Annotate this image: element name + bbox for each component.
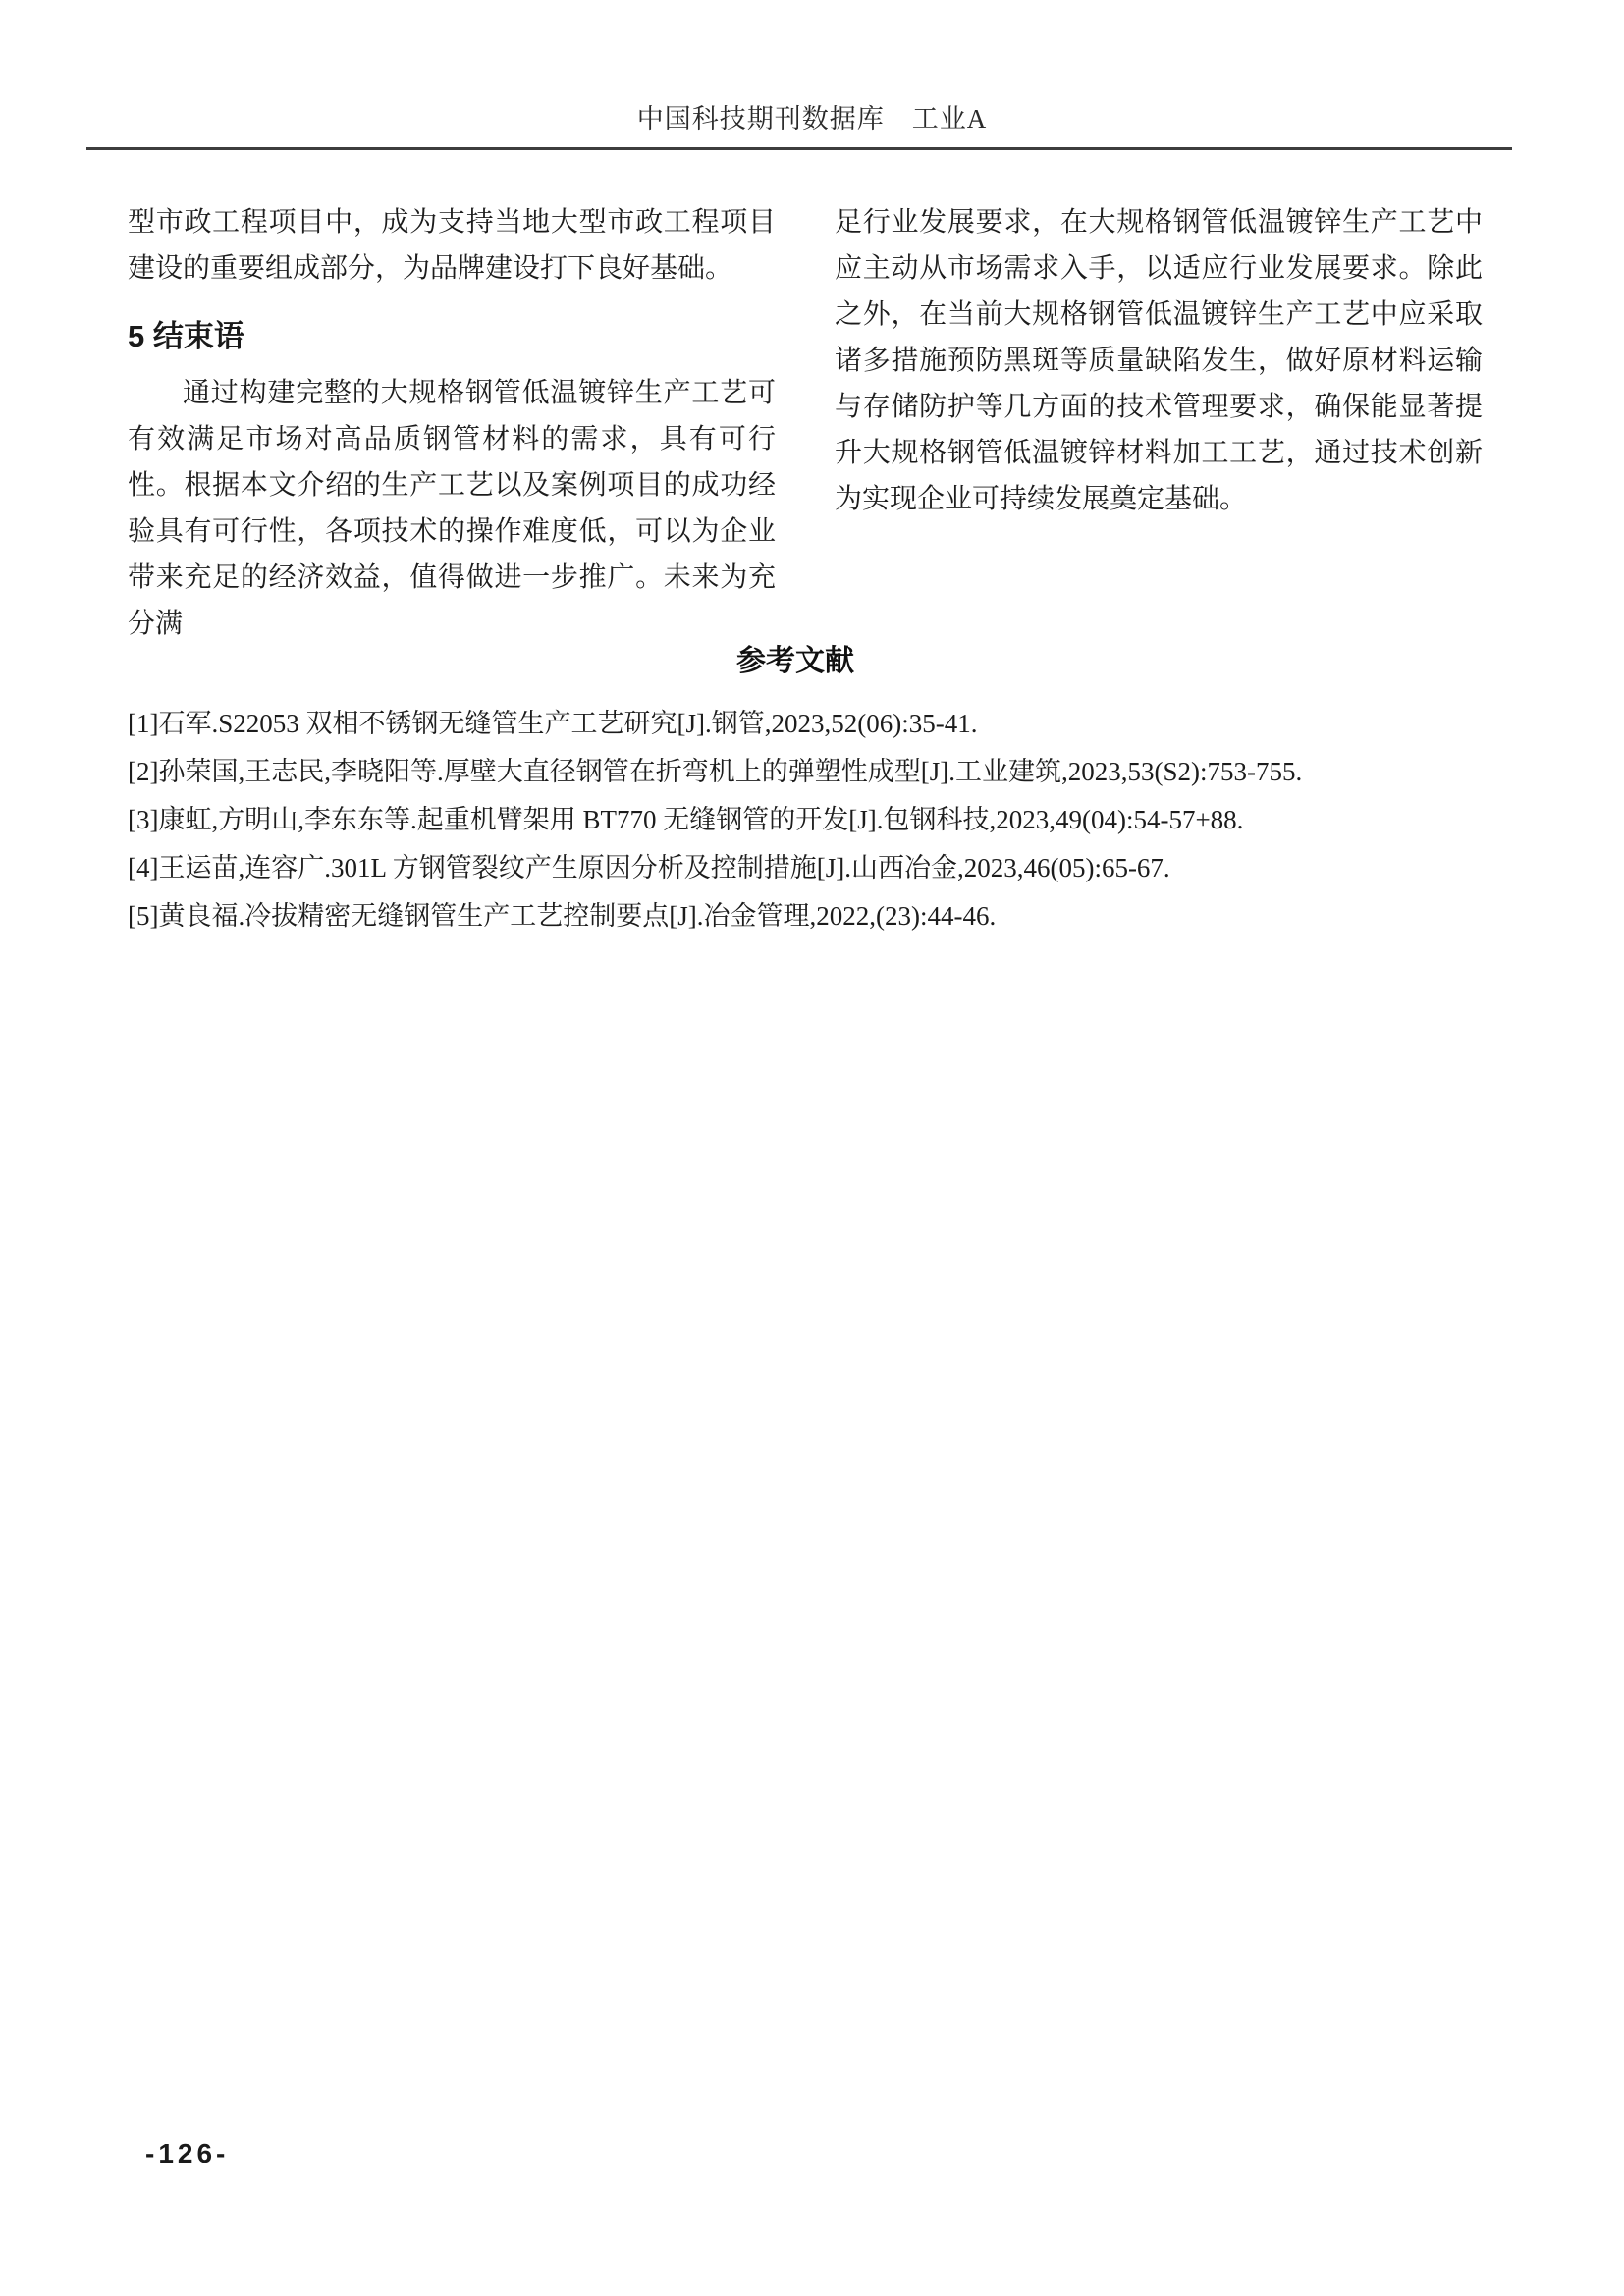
- paragraph-continuation: 型市政工程项目中，成为支持当地大型市政工程项目建设的重要组成部分，为品牌建设打下良好基础。: [128, 207, 776, 284]
- reference-item-2: [2]孙荣国,王志民,李晓阳等.厚壁大直径钢管在折弯机上的弹塑性成型[J].工业建筑,2023,53(S2):753-755.: [128, 757, 1303, 786]
- conclusion-paragraph: 通过构建完整的大规格钢管低温镀锌生产工艺可有效满足市场对高品质钢管材料的需求，具有可行性。根据本文介绍的生产工艺以及案例项目的成功经验具有可行性，各项技术的操作难度低，可以为企业带来充足的经济效益，值得做进一步推广。未来为充分满: [128, 378, 776, 639]
- page-footer: [145, 2138, 229, 2169]
- journal-header-text: 中国科技期刊数据库 工业A: [636, 104, 988, 133]
- page-header: [0, 101, 1624, 136]
- reference-item-5: [5]黄良福.冷拔精密无缝钢管生产工艺控制要点[J].冶金管理,2022,(23):44-46.: [128, 901, 997, 931]
- conclusion-paragraph-continued: 足行业发展要求，在大规格钢管低温镀锌生产工艺中应主动从市场需求入手，以适应行业发展要求。除此之外，在当前大规格钢管低温镀锌生产工艺中应采取诸多措施预防黑斑等质量缺陷发生，做好原材料运输与存储防护等几方面的技术管理要求，确保能显著提升大规格钢管低温镀锌材料加工工艺，通过技术创新为实现企业可持续发展奠定基础。: [835, 207, 1483, 514]
- reference-item-4: [4]王运苗,连容广.301L 方钢管裂纹产生原因分析及控制措施[J].山西冶金,2023,46(05):65-67.: [128, 853, 1170, 882]
- reference-item-1: [1]石军.S22053 双相不锈钢无缝管生产工艺研究[J].钢管,2023,52(06):35-41.: [128, 709, 978, 738]
- section-heading-conclusion: 5 结束语: [128, 319, 244, 353]
- page-number: -126-: [145, 2138, 230, 2168]
- reference-item-3: [3]康虹,方明山,李东东等.起重机臂架用 BT770 无缝钢管的开发[J].包钢科技,2023,49(04):54-57+88.: [128, 805, 1244, 834]
- article-body: [128, 199, 1502, 647]
- left-column: [128, 199, 776, 647]
- header-rule: [86, 147, 1512, 150]
- references-section: [128, 643, 1463, 940]
- references-heading: 参考文献: [736, 645, 854, 677]
- right-column: [835, 199, 1483, 647]
